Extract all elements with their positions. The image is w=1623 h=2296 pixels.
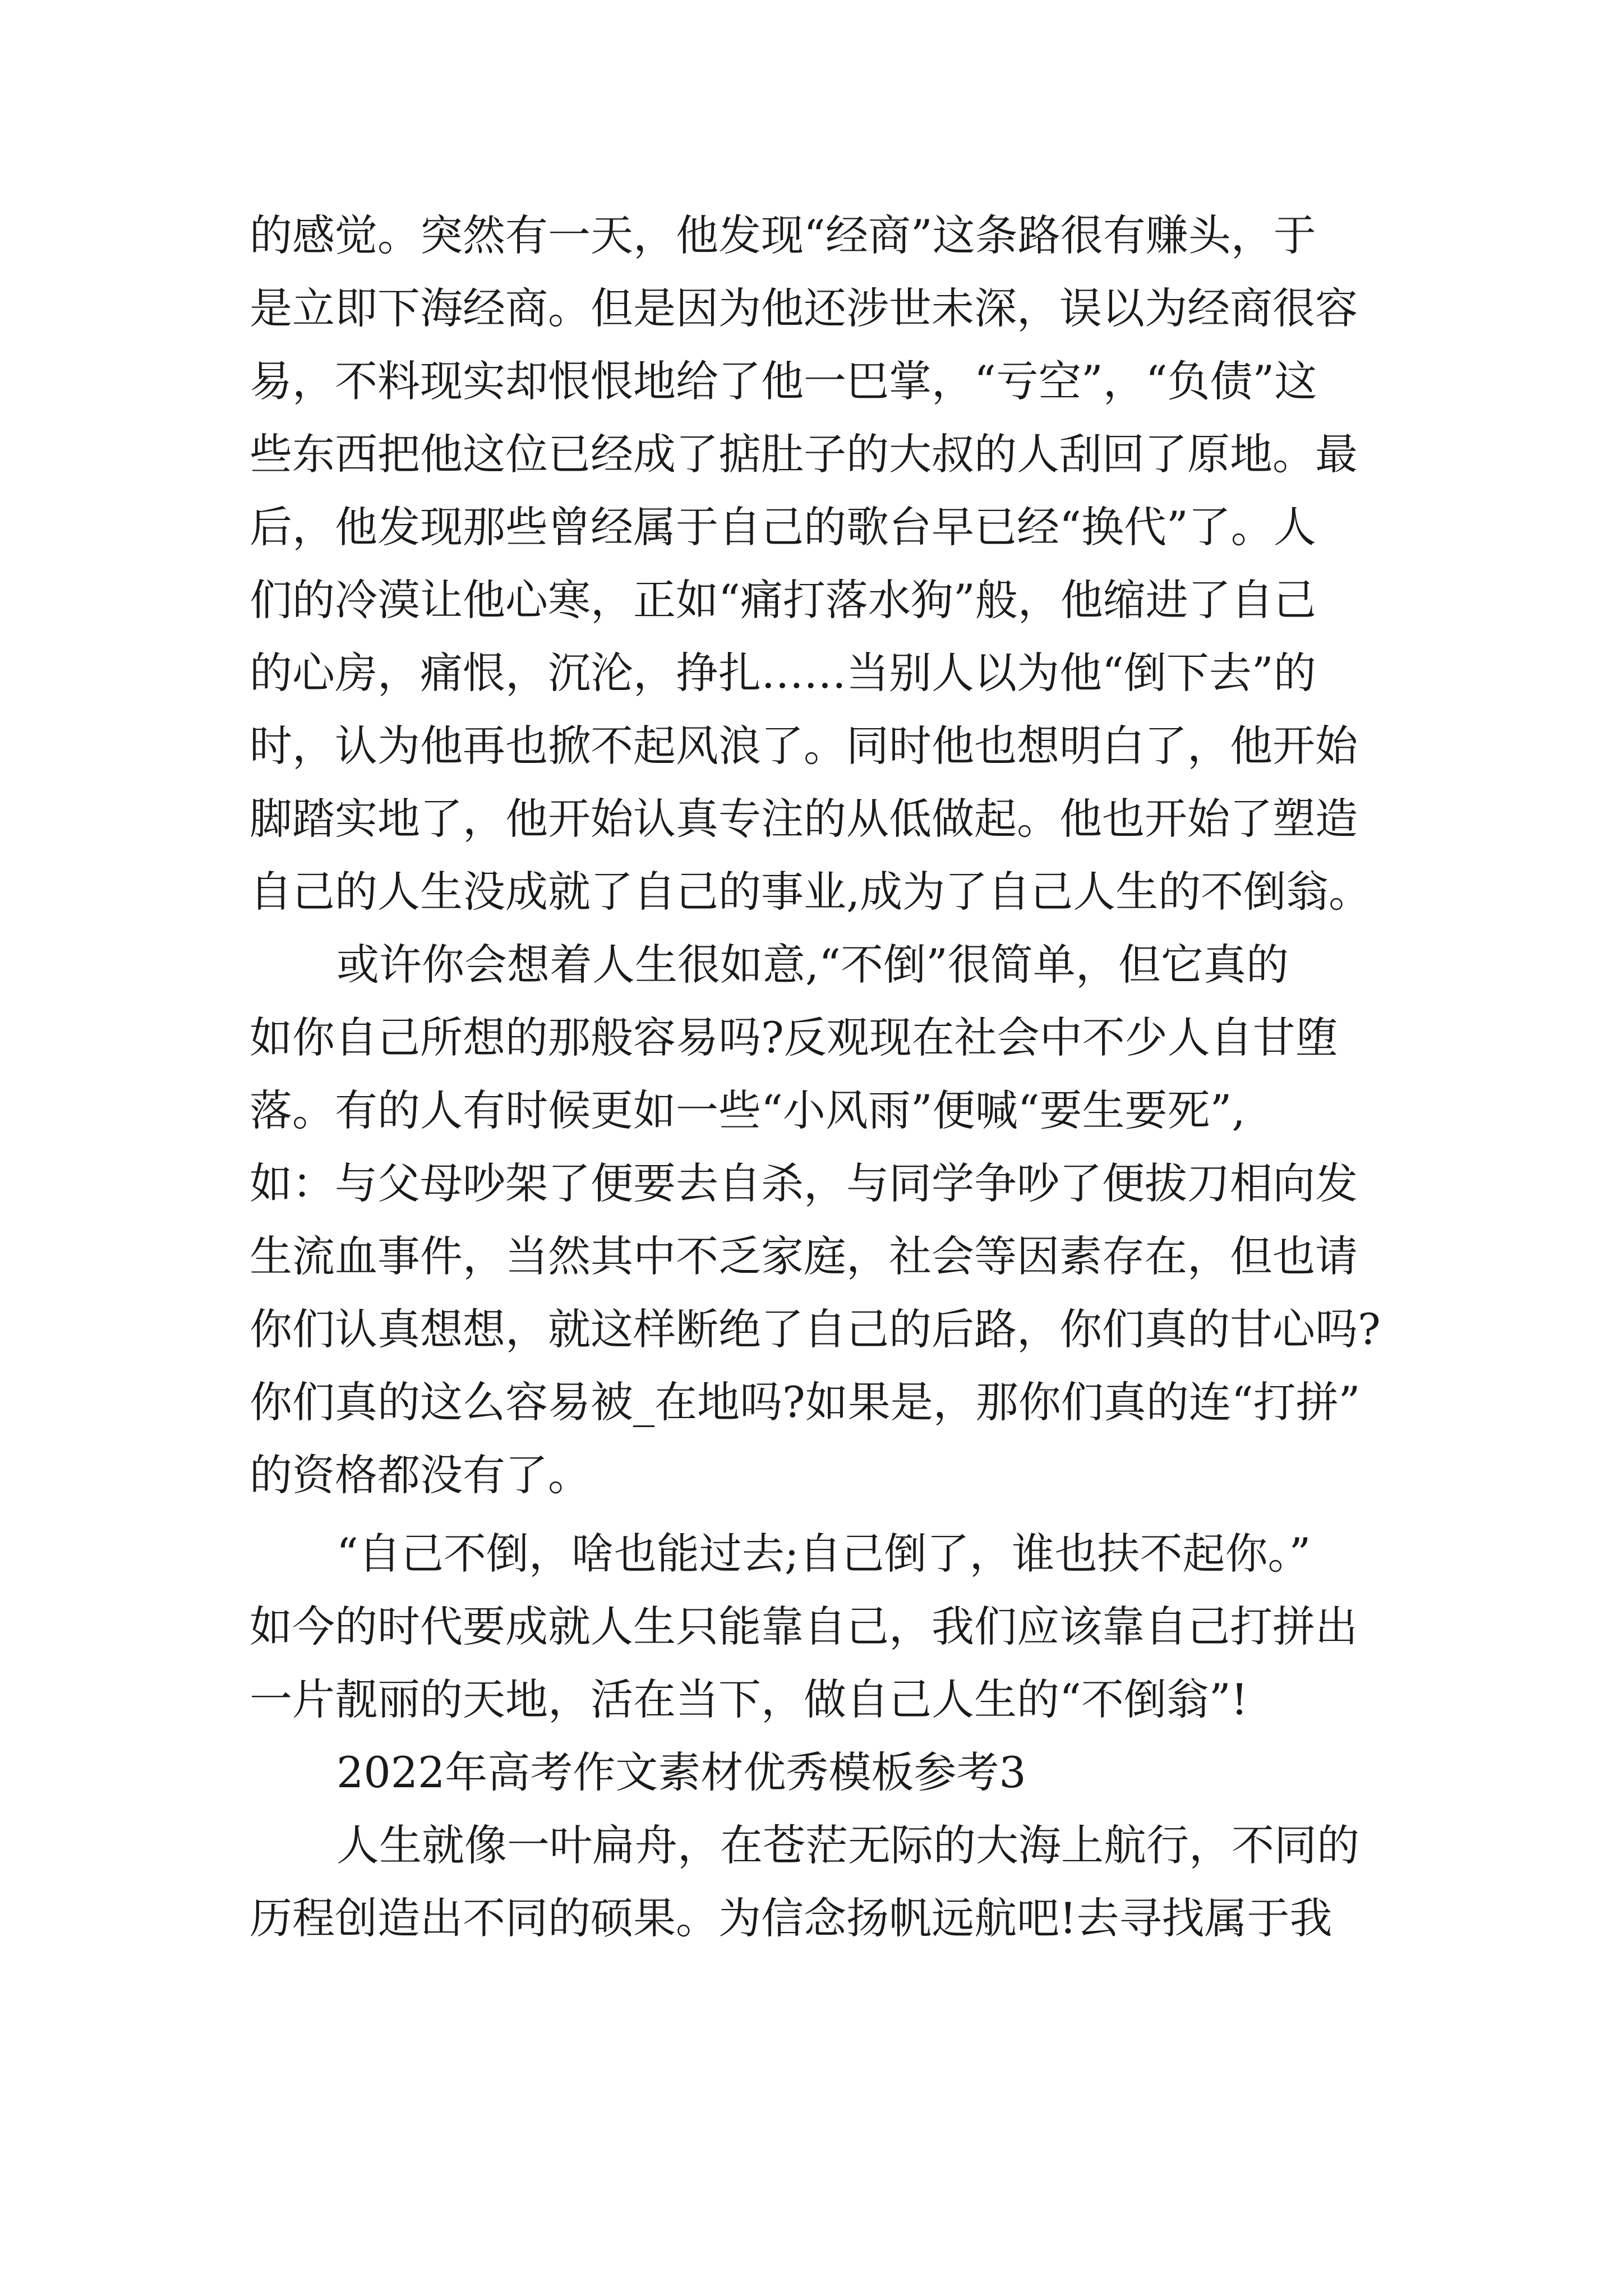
paragraph-line: 时，认为他再也掀不起风浪了。同时他也想明白了，他开始 [250, 721, 1358, 771]
paragraph-line: 的心房，痛恨，沉沦，挣扎……当别人以为他“倒下去”的 [250, 648, 1316, 698]
paragraph-line: 历程创造出不同的硕果。为信念扬帆远航吧!去寻找属于我 [250, 1893, 1332, 1943]
paragraph-line: 易，不料现实却恨恨地给了他一巴掌，“亏空”，“负债”这 [250, 356, 1317, 406]
paragraph-line: 后，他发现那些曾经属于自己的歌台早已经“换代”了。人 [250, 502, 1316, 552]
paragraph-line: 落。有的人有时候更如一些“小风雨”便喊“要生要死”, [250, 1085, 1246, 1135]
paragraph-line: 们的冷漠让他心寒，正如“痛打落水狗”般，他缩进了自己 [250, 575, 1316, 625]
paragraph-line: 的资格都没有了。 [250, 1450, 591, 1500]
paragraph-line: 脚踏实地了，他开始认真专注的从低做起。他也开始了塑造 [250, 794, 1358, 844]
paragraph-line: 是立即下海经商。但是因为他还涉世未深，误以为经商很容 [250, 283, 1358, 333]
paragraph-line: 一片靓丽的天地，活在当下，做自己人生的“不倒翁”! [250, 1674, 1248, 1724]
paragraph-line: 你们真的这么容易被_在地吗?如果是，那你们真的连“打拼” [250, 1377, 1361, 1427]
paragraph-line: 你们认真想想，就这样断绝了自己的后路，你们真的甘心吗? [250, 1304, 1381, 1354]
paragraph-line: 生流血事件，当然其中不乏家庭，社会等因素存在，但也请 [250, 1231, 1358, 1281]
section-heading: 2022年高考作文素材优秀模板参考3 [336, 1747, 1026, 1797]
paragraph-line: 或许你会想着人生很如意,“不倒”很简单，但它真的 [336, 940, 1289, 990]
paragraph-line: 的感觉。突然有一天，他发现“经商”这条路很有赚头，于 [250, 210, 1316, 260]
paragraph-line: 如你自己所想的那般容易吗?反观现在社会中不少人自甘堕 [250, 1013, 1338, 1062]
paragraph-line: 些东西把他这位已经成了掂肚子的大叔的人刮回了原地。最 [250, 429, 1358, 479]
quote-line: “自己不倒，啥也能过去;自己倒了，谁也扶不起你。” [336, 1529, 1311, 1579]
paragraph-line: 如今的时代要成就人生只能靠自己，我们应该靠自己打拼出 [250, 1602, 1358, 1651]
paragraph-line: 人生就像一叶扁舟，在苍茫无际的大海上航行，不同的 [336, 1820, 1359, 1870]
paragraph-line: 自己的人生没成就了自己的事业,成为了自己人生的不倒翁。 [250, 867, 1372, 917]
paragraph-line: 如：与父母吵架了便要去自杀，与同学争吵了便拔刀相向发 [250, 1158, 1358, 1208]
